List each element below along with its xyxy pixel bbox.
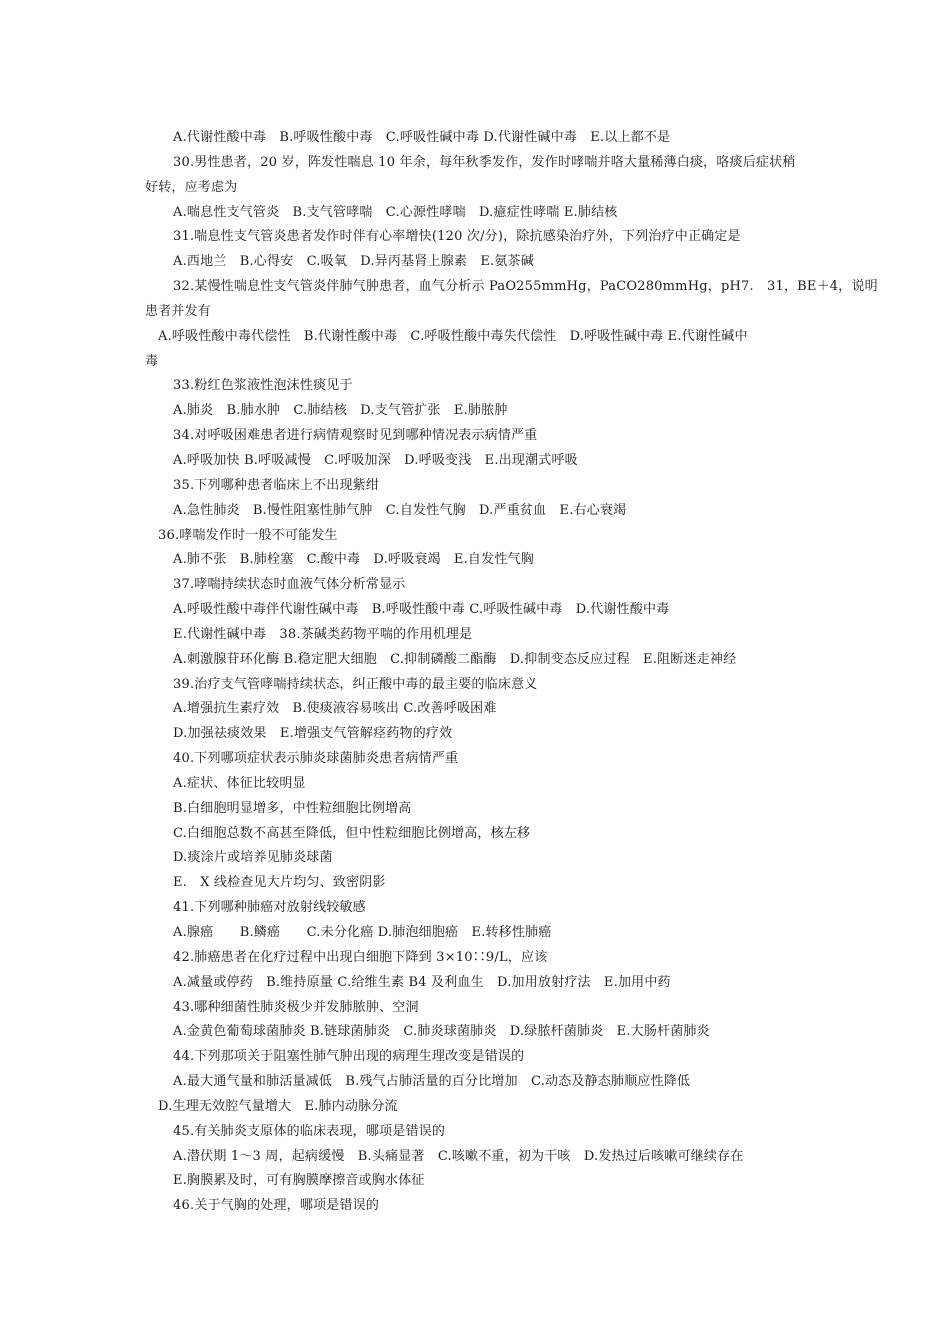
text-line: A.呼吸加快 B.呼吸减慢 C.呼吸加深 D.呼吸变浅 E.出现潮式呼吸 — [173, 452, 578, 468]
text-line: 46.关于气胸的处理，哪项是错误的 — [173, 1198, 380, 1214]
text-line: A.症状、体征比较明显 — [173, 775, 306, 791]
text-line: A.刺激腺苷环化酶 B.稳定肥大细胞 C.抑制磷酸二酯酶 D.抑制变态反应过程 E.阻断迷走神经 — [173, 651, 737, 667]
text-line: 45.有关肺炎支原体的临床表现，哪项是错误的 — [173, 1123, 446, 1139]
text-line: A.喘息性支气管炎 B.支气管哮喘 C.心源性哮喘 D.癔症性哮喘 E.肺结核 — [173, 204, 618, 220]
text-line: 44.下列那项关于阻塞性肺气肿出现的病理生理改变是错误的 — [173, 1049, 525, 1065]
text-line: 好转，应考虑为 — [145, 179, 238, 195]
text-line: A.急性肺炎 B.慢性阻塞性肺气肿 C.自发性气胸 D.严重贫血 E.右心衰竭 — [173, 502, 627, 518]
text-line: A.肺不张 B.肺栓塞 C.酸中毒 D.呼吸衰竭 E.自发性气胸 — [173, 552, 534, 568]
text-line: E. X 线检查见大片均匀、致密阴影 — [173, 875, 386, 891]
text-line: C.白细胞总数不高甚至降低，但中性粒细胞比例增高，核左移 — [173, 825, 531, 841]
text-line: 32.某慢性喘息性支气管炎伴肺气肿患者，血气分析示 PaO255mmHg，PaCO280mmHg，pH7. 31，BE＋4，说明 — [173, 279, 878, 295]
text-line: 患者并发有 — [145, 303, 212, 319]
document-body — [0, 126, 950, 1219]
text-line: A.增强抗生素疗效 B.使痰液容易咳出 C.改善呼吸困难 — [173, 701, 497, 717]
text-line: 毒 — [145, 353, 159, 369]
text-line: 41.下列哪种肺癌对放射线较敏感 — [173, 900, 366, 916]
text-line: A.代谢性酸中毒 B.呼吸性酸中毒 C.呼吸性碱中毒 D.代谢性碱中毒 E.以上都不是 — [173, 130, 671, 145]
text-line: A.呼吸性酸中毒代偿性 B.代谢性酸中毒 C.呼吸性酸中毒失代偿性 D.呼吸性碱中毒 E.代谢性碱中 — [158, 328, 748, 344]
text-line: A.腺癌 B.鳞癌 C.未分化癌 D.肺泡细胞癌 E.转移性肺癌 — [173, 925, 552, 940]
text-line: A.潜伏期 1～3 周，起病缓慢 B.头痛显著 C.咳嗽不重，初为干咳 D.发热过后咳嗽可继续存在 — [173, 1148, 744, 1164]
text-line: 37.哮喘持续状态时血液气体分析常显示 — [173, 577, 406, 593]
text-line: E.代谢性碱中毒 38.茶碱类药物平喘的作用机理是 — [173, 626, 473, 642]
text-line: A.减量或停药 B.维持原量 C.给维生素 B4 及利血生 D.加用放射疗法 E.加用中药 — [173, 974, 671, 990]
text-line: A.肺炎 B.肺水肿 C.肺结核 D.支气管扩张 E.肺脓肿 — [173, 403, 508, 419]
text-line: A.最大通气量和肺活量减低 B.残气占肺活量的百分比增加 C.动态及静态肺顺应性降低 — [173, 1074, 691, 1090]
text-line: 30.男性患者，20 岁，阵发性喘息 10 年余，每年秋季发作，发作时哮喘并咯大量稀薄白痰，咯痰后症状稍 — [173, 154, 796, 170]
text-line: 39.治疗支气管哮喘持续状态，纠正酸中毒的最主要的临床意义 — [173, 676, 538, 692]
text-line: 34.对呼吸困难患者进行病情观察时见到哪种情况表示病情严重 — [173, 428, 538, 444]
text-line: 40.下列哪项症状表示肺炎球菌肺炎患者病情严重 — [173, 751, 459, 767]
text-line: E.胸膜累及时，可有胸膜摩擦音或胸水体征 — [173, 1173, 425, 1189]
text-line: A.呼吸性酸中毒伴代谢性碱中毒 B.呼吸性酸中毒 C.呼吸性碱中毒 D.代谢性酸中毒 — [173, 602, 670, 618]
text-line: D.生理无效腔气量增大 E.肺内动脉分流 — [158, 1098, 398, 1114]
text-line: A.西地兰 B.心得安 C.吸氧 D.异丙基肾上腺素 E.氨茶碱 — [173, 254, 534, 270]
text-line: 35.下列哪种患者临床上不出现紫绀 — [173, 477, 380, 493]
text-line: B.白细胞明显增多，中性粒细胞比例增高 — [173, 800, 412, 816]
text-line: A.金黄色葡萄球菌肺炎 B.链球菌肺炎 C.肺炎球菌肺炎 D.绿脓杆菌肺炎 E.大肠杆菌肺炎 — [173, 1024, 710, 1040]
text-line: 31.喘息性支气管炎患者发作时伴有心率增快(120 次/分)，除抗感染治疗外，下列治疗中正确定是 — [173, 229, 741, 245]
text-line: 43.哪种细菌性肺炎极少并发肺脓肿、空洞 — [173, 999, 419, 1015]
text-line: 33.粉红色浆液性泡沫性痰见于 — [173, 378, 353, 394]
text-line: D.加强祛痰效果 E.增强支气管解痉药物的疗效 — [173, 726, 453, 742]
text-line: D.痰涂片或培养见肺炎球菌 — [173, 850, 333, 866]
text-line: 36.哮喘发作时一般不可能发生 — [158, 527, 338, 543]
text-line: 42.肺癌患者在化疗过程中出现白细胞下降到 3×10∷9/L，应该 — [173, 949, 548, 965]
